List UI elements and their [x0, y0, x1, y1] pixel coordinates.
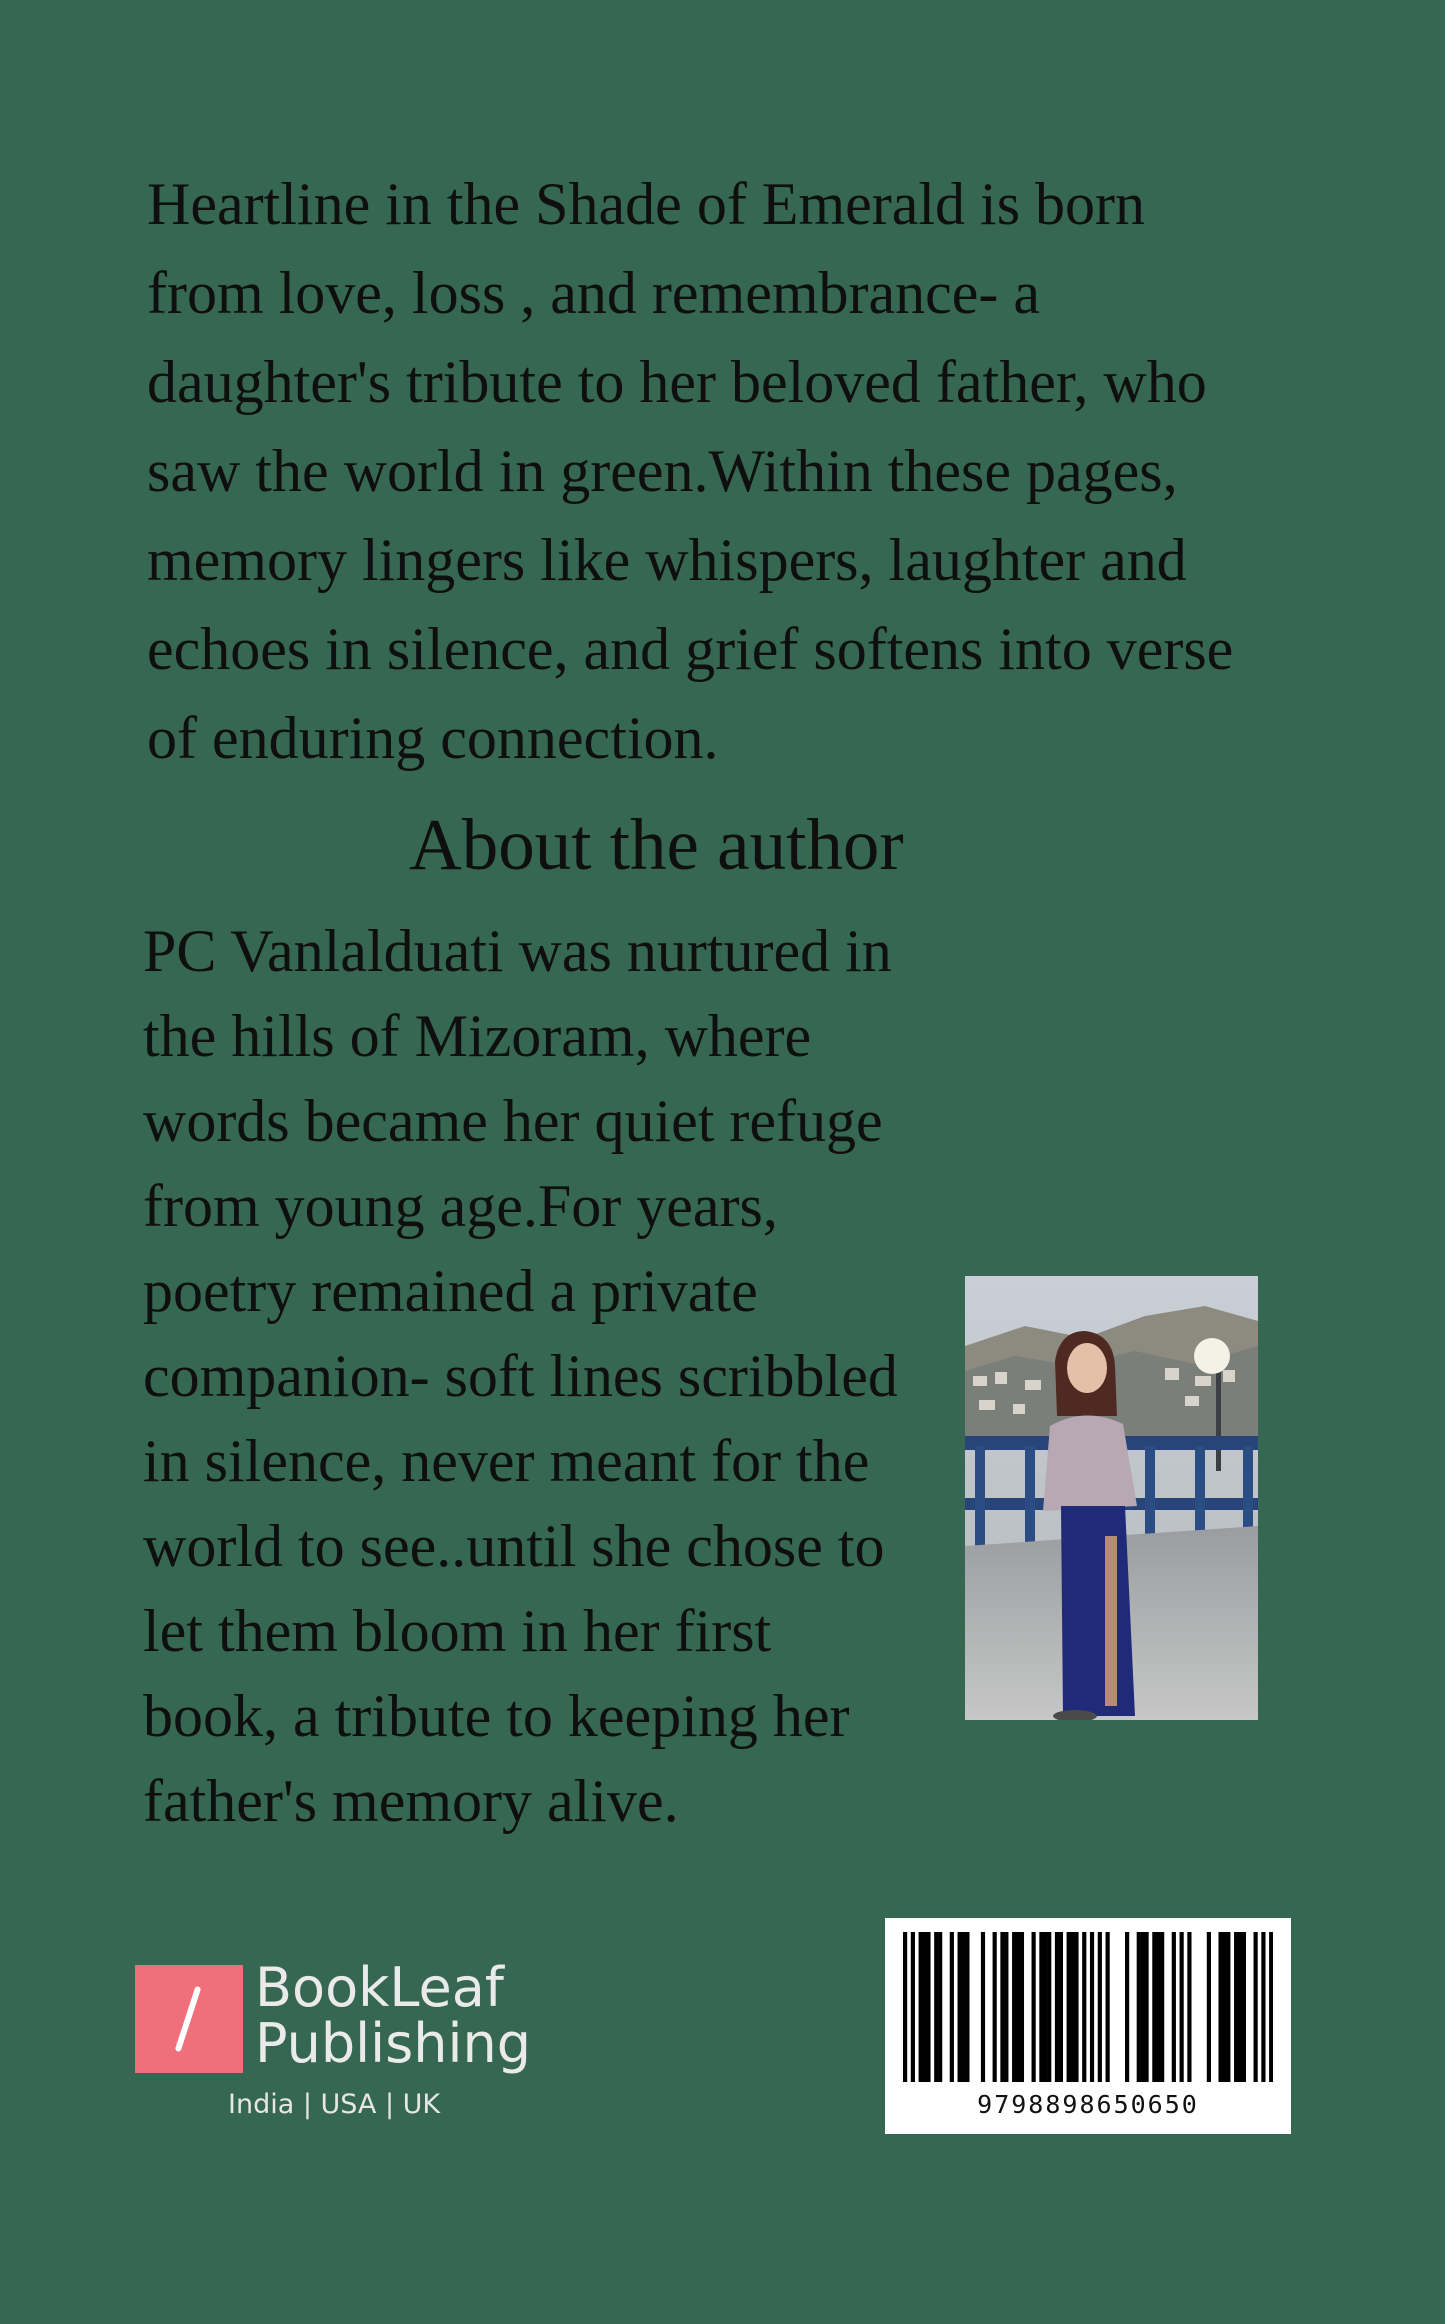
publisher-name-line1: BookLeaf: [255, 1956, 504, 2019]
barcode-bar: [1067, 1932, 1071, 2082]
barcode-bar: [1039, 1932, 1043, 2082]
barcode-bar: [1261, 1932, 1265, 2082]
barcode-bar: [950, 1932, 954, 2082]
barcode-bar: [1222, 1932, 1226, 2082]
publisher-countries: India | USA | UK: [228, 2089, 441, 2120]
barcode-bar: [1032, 1932, 1036, 2082]
bio-line: companion- soft lines scribbled: [143, 1343, 898, 1409]
barcode-bar: [1269, 1932, 1273, 2082]
barcode-bar: [1000, 1932, 1004, 2082]
barcode-bar: [965, 1932, 969, 2082]
bio-line: words became her quiet refuge: [143, 1088, 883, 1154]
barcode-bar: [1125, 1932, 1129, 2082]
barcode-bar: [1012, 1932, 1016, 2082]
barcode-bars: [903, 1932, 1273, 2082]
barcode-bar: [1016, 1932, 1020, 2082]
barcode-bar: [1090, 1932, 1094, 2082]
bio-line: world to see..until she chose to: [143, 1513, 885, 1579]
blurb-line: daughter's tribute to her beloved father, who: [147, 349, 1207, 415]
barcode-bar: [1207, 1932, 1211, 2082]
barcode-bar: [1187, 1932, 1191, 2082]
barcode-number: 9798898650650: [977, 2090, 1199, 2119]
barcode-bar: [1082, 1932, 1086, 2082]
barcode-bar: [1144, 1932, 1148, 2082]
barcode-bar: [1106, 1932, 1110, 2082]
isbn-barcode: [885, 1918, 1291, 2134]
publisher-logo: [135, 1956, 535, 2130]
barcode-bar: [903, 1932, 907, 2082]
barcode-bar: [1098, 1932, 1102, 2082]
barcode-bar: [1254, 1932, 1258, 2082]
barcode-bar: [958, 1932, 962, 2082]
bio-line: the hills of Mizoram, where: [143, 1003, 812, 1069]
blurb-line: echoes in silence, and grief softens into verse: [147, 616, 1234, 682]
barcode-bar: [993, 1932, 997, 2082]
barcode-bar: [1226, 1932, 1230, 2082]
barcode-bar: [919, 1932, 923, 2082]
blurb-line: saw the world in green.Within these pages,: [147, 438, 1178, 504]
barcode-bar: [1004, 1932, 1008, 2082]
blurb-line: memory lingers like whispers, laughter and: [147, 527, 1187, 593]
blurb-line: of enduring connection.: [147, 705, 719, 771]
blurb-line: Heartline in the Shade of Emerald is born: [147, 171, 1146, 237]
bio-line: PC Vanlalduati was nurtured in: [143, 918, 892, 984]
publisher-name: [255, 1956, 531, 2075]
bio-line: book, a tribute to keeping her: [143, 1683, 850, 1749]
barcode-bar: [934, 1932, 938, 2082]
barcode-bar: [1238, 1932, 1242, 2082]
author-bio: [143, 909, 898, 1844]
barcode-bar: [1141, 1932, 1145, 2082]
barcode-bar: [938, 1932, 942, 2082]
blurb-text: [147, 160, 1233, 783]
barcode-bar: [1180, 1932, 1184, 2082]
barcode-bar: [1137, 1932, 1141, 2082]
barcode-bar: [922, 1932, 926, 2082]
barcode-bar: [1020, 1932, 1024, 2082]
barcode-bar: [981, 1932, 985, 2082]
barcode-bar: [1242, 1932, 1246, 2082]
barcode-bar: [1059, 1932, 1063, 2082]
barcode-bar: [1055, 1932, 1059, 2082]
barcode-bar: [1160, 1932, 1164, 2082]
barcode-bar: [961, 1932, 965, 2082]
barcode-bar: [1043, 1932, 1047, 2082]
barcode-bar: [1218, 1932, 1222, 2082]
barcode-bar: [1172, 1932, 1176, 2082]
slash-icon: [175, 1986, 202, 2053]
blurb-line: from love, loss , and remembrance- a: [147, 260, 1040, 326]
about-author-heading: About the author: [409, 804, 904, 885]
barcode-bar: [1074, 1932, 1078, 2082]
bio-line: father's memory alive.: [143, 1768, 679, 1834]
barcode-bar: [911, 1932, 915, 2082]
barcode-bar: [1047, 1932, 1051, 2082]
barcode-bar: [926, 1932, 930, 2082]
bio-line: let them bloom in her first: [143, 1598, 772, 1664]
barcode-bar: [1234, 1932, 1238, 2082]
bio-line: poetry remained a private: [143, 1258, 758, 1324]
author-photo: [965, 1276, 1258, 1720]
bio-line: in silence, never meant for the: [143, 1428, 870, 1494]
barcode-bar: [1070, 1932, 1074, 2082]
barcode-bar: [1156, 1932, 1160, 2082]
logo-mark-icon: [135, 1965, 243, 2073]
bio-line: from young age.For years,: [143, 1173, 778, 1239]
barcode-bar: [1152, 1932, 1156, 2082]
publisher-name-line2: Publishing: [255, 2012, 531, 2075]
